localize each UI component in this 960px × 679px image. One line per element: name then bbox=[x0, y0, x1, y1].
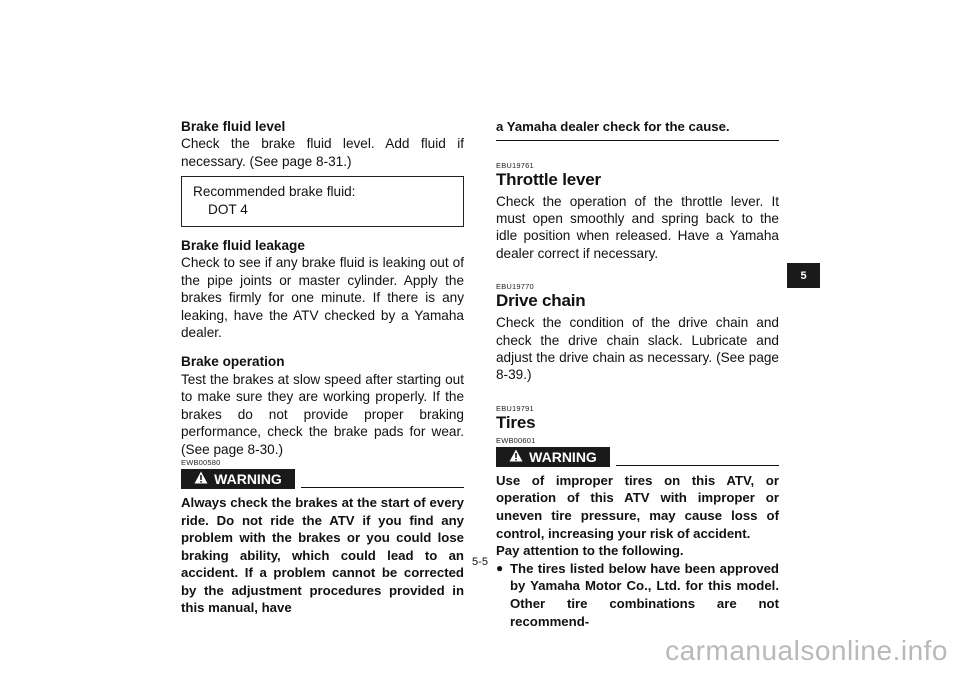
warning-text: Always check the brakes at the start of every ride. Do not ride the ATV if you find any problem with the brakes or you could lose braking ability, which could lead to an accident. If a problem cannot be corrected by the adjustment procedures provided in this manual, have bbox=[181, 494, 464, 616]
right-column bbox=[496, 118, 779, 630]
warning-continuation: a Yamaha dealer check for the cause. bbox=[496, 119, 730, 134]
recommended-fluid-box bbox=[181, 176, 464, 227]
drive-chain-text: Check the condition of the drive chain and check the drive chain slack. Lubricate and adjust the drive chain as necessary. (See page 8-39.) bbox=[496, 315, 779, 383]
bullet-icon: ● bbox=[496, 560, 504, 575]
brake-fluid-level-text: Check the brake fluid level. Add fluid if necessary. (See page 8-31.) bbox=[181, 136, 464, 169]
page-number: 5-5 bbox=[472, 556, 488, 568]
warning-label: WARNING bbox=[214, 470, 282, 487]
brake-fluid-leakage-heading: Brake fluid leakage bbox=[181, 238, 305, 254]
brake-fluid-leakage-text: Check to see if any brake fluid is leaking out of the pipe joints or master cylinder. Apply the brakes firmly for one minute. If there is any leaking, have the ATV checked by a Yamaha dealer. bbox=[181, 255, 464, 341]
watermark: carmanualsonline.info bbox=[665, 635, 948, 666]
tires-bullet-text: The tires listed below have been approved by Yamaha Motor Co., Ltd. for this model. Other tire combinations are not recommend- bbox=[510, 560, 779, 629]
tires-code: EBU19791 bbox=[496, 403, 534, 413]
warning-triangle-icon bbox=[509, 447, 523, 467]
throttle-lever-text: Check the operation of the throttle lever. It must open smoothly and spring back to the idle position when released. Have a Yamaha dealer correct if necessary. bbox=[496, 193, 779, 261]
tires-attention: Pay attention to the following. bbox=[496, 543, 684, 559]
left-column bbox=[181, 118, 464, 617]
brake-fluid-level-heading: Brake fluid level bbox=[181, 119, 286, 134]
warning-triangle-icon bbox=[194, 469, 208, 489]
tires-bullet-item bbox=[496, 560, 779, 630]
throttle-code: EBU19761 bbox=[496, 160, 534, 170]
tires-warning-badge bbox=[496, 447, 610, 467]
tires-warning-header bbox=[496, 447, 779, 469]
recommended-fluid-value: DOT 4 bbox=[208, 201, 248, 217]
brake-operation-heading: Brake operation bbox=[181, 354, 285, 370]
tires-warning-label: WARNING bbox=[529, 448, 597, 465]
recommended-fluid-label: Recommended brake fluid: bbox=[193, 184, 356, 200]
throttle-lever-heading: Throttle lever bbox=[496, 169, 601, 189]
drive-chain-heading: Drive chain bbox=[496, 291, 586, 311]
tires-warning-text: Use of improper tires on this ATV, or operation of this ATV with improper or uneven tire pressure, may cause loss of control, increasing your risk of accident. bbox=[496, 472, 779, 541]
warning-code: EWB00580 bbox=[181, 457, 221, 467]
chapter-tab: 5 bbox=[787, 263, 820, 288]
warning-header bbox=[181, 469, 464, 491]
drive-chain-code: EBU19770 bbox=[496, 282, 534, 292]
tires-warning-code: EWB00601 bbox=[496, 435, 536, 445]
warning-badge bbox=[181, 469, 295, 489]
tires-heading: Tires bbox=[496, 412, 536, 432]
brake-operation-text: Test the brakes at slow speed after starting out to make sure they are working properly. If the brakes do not provide proper braking performance, check the brake pads for wear. (See page 8-30.) bbox=[181, 371, 464, 457]
